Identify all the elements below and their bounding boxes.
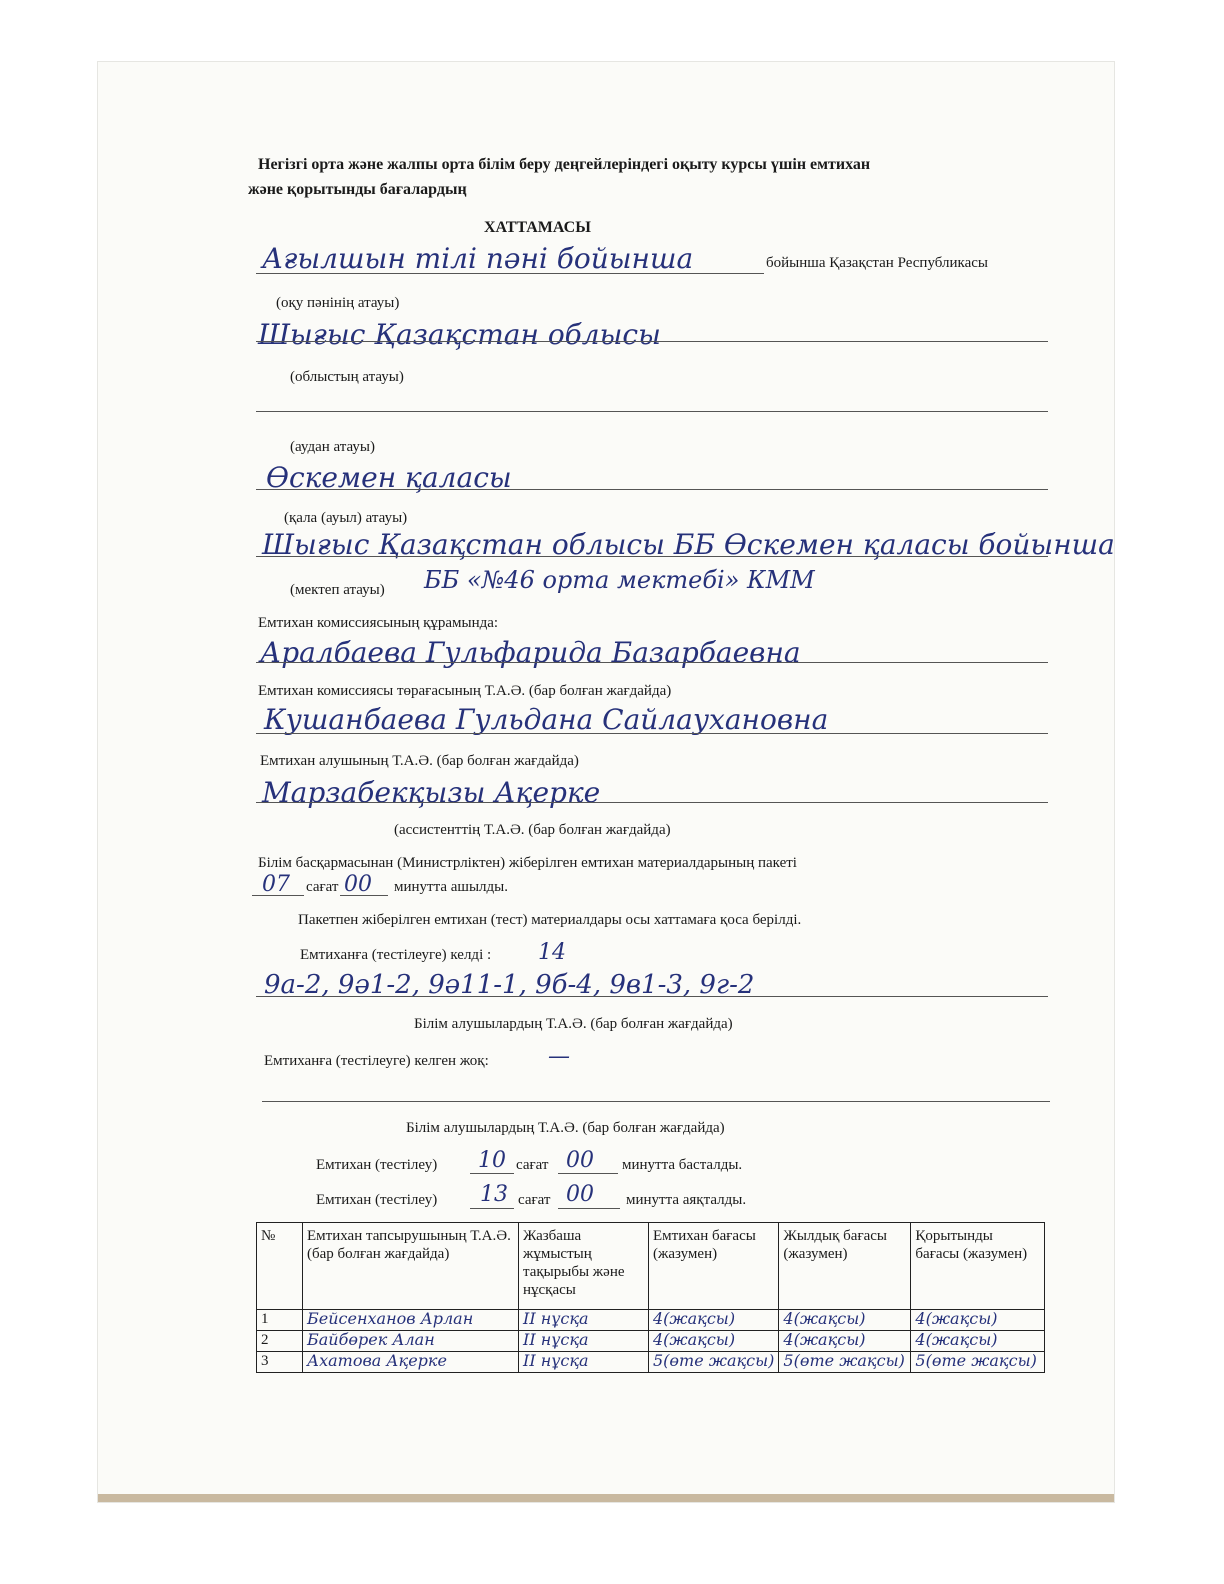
- examiner-line: [256, 802, 1048, 803]
- arrived-caption: Білім алушылардың Т.А.Ә. (бар болған жағдайда): [414, 1016, 733, 1032]
- student-name: Байбөрек Алан: [303, 1331, 519, 1352]
- district-line: [256, 411, 1048, 412]
- start-hours-line: [470, 1173, 514, 1174]
- student-name: Ахатова Ақерке: [303, 1352, 519, 1373]
- row-number: 1: [257, 1310, 303, 1331]
- annual-grade: 4(жақсы): [779, 1310, 911, 1331]
- examiner-value: Марзабекқызы Ақерке: [262, 776, 601, 809]
- start-minutes-line: [558, 1173, 618, 1174]
- exam-grade: 5(өте жақсы): [649, 1352, 779, 1373]
- end-minutes-label: минутта аяқталды.: [626, 1192, 747, 1208]
- region-line: [256, 341, 1048, 342]
- table-row: [257, 1310, 1045, 1331]
- col-header-number: №: [257, 1223, 303, 1310]
- end-hours-line: [470, 1208, 514, 1209]
- grades-table: [256, 1222, 1045, 1373]
- work-variant: II нұсқа: [519, 1310, 649, 1331]
- exam-grade: 4(жақсы): [649, 1331, 779, 1352]
- chair-value: Кушанбаева Гульдана Сайлаухановна: [264, 703, 829, 736]
- col-header-final-grade: Қорытынды бағасы (жазумен): [911, 1223, 1045, 1310]
- annual-grade: 5(өте жақсы): [779, 1352, 911, 1373]
- final-grade: 4(жақсы): [911, 1310, 1045, 1331]
- student-name: Бейсенханов Арлан: [303, 1310, 519, 1331]
- subject-caption: (оқу пәнінің атауы): [276, 295, 400, 311]
- package-hours-label: сағат: [306, 879, 339, 895]
- chair-label: Емтихан комиссиясы төрағасының Т.А.Ә. (бар болған жағдайда): [258, 683, 672, 699]
- commission-label: Емтихан комиссиясының құрамында:: [258, 615, 499, 631]
- table-header-row: [257, 1223, 1045, 1310]
- end-minutes-line: [558, 1208, 620, 1209]
- table-row: [257, 1331, 1045, 1352]
- arrived-line: [256, 996, 1048, 997]
- commission-member: Аралбаева Гульфарида Базарбаевна: [260, 636, 801, 669]
- header-line-2: және қорытынды бағалардың: [248, 181, 467, 198]
- package-minutes-line: [340, 895, 388, 896]
- end-minutes: 00: [566, 1182, 594, 1207]
- header-line-1: Негізгі орта және жалпы орта білім беру деңгейлеріндегі оқыту курсы үшін емтихан: [258, 156, 871, 173]
- final-grade: 4(жақсы): [911, 1331, 1045, 1352]
- package-hours-line: [252, 895, 304, 896]
- school-line: [256, 556, 1048, 557]
- district-caption: (аудан атауы): [290, 439, 375, 455]
- start-minutes: 00: [566, 1148, 594, 1173]
- assistant-caption: (ассистенттің Т.А.Ә. (бар болған жағдайда): [394, 822, 671, 838]
- school-value-line-2: ББ «№46 орта мектебі» КММ: [424, 566, 815, 594]
- package-minutes-label: минутта ашылды.: [394, 879, 508, 895]
- examiner-label: Емтихан алушының Т.А.Ә. (бар болған жағдайда): [260, 753, 579, 769]
- region-value: Шығыс Қазақстан облысы: [258, 318, 661, 351]
- region-caption: (облыстың атауы): [290, 369, 404, 385]
- school-caption: (мектеп атауы): [290, 582, 385, 598]
- exam-grade: 4(жақсы): [649, 1310, 779, 1331]
- city-line: [256, 489, 1048, 490]
- end-label: Емтихан (тестілеу): [316, 1192, 438, 1208]
- attached-materials-text: Пакетпен жіберілген емтихан (тест) материалдары осы хаттамаға қоса берілді.: [298, 912, 802, 928]
- arrived-label: Емтиханға (тестілеуге) келді :: [300, 947, 492, 963]
- end-hours: 13: [480, 1182, 508, 1207]
- row-number: 2: [257, 1331, 303, 1352]
- commission-line: [256, 662, 1048, 663]
- col-header-annual-grade: Жылдық бағасы (жазумен): [779, 1223, 911, 1310]
- package-minutes: 00: [344, 872, 372, 897]
- absent-line: [262, 1101, 1050, 1102]
- start-hours: 10: [478, 1148, 506, 1173]
- absent-label: Емтиханға (тестілеуге) келген жоқ:: [264, 1053, 489, 1069]
- final-grade: 5(өте жақсы): [911, 1352, 1045, 1373]
- start-minutes-label: минутта басталды.: [622, 1157, 743, 1173]
- annual-grade: 4(жақсы): [779, 1331, 911, 1352]
- col-header-variant: Жазбаша жұмыстың тақырыбы және нұсқасы: [519, 1223, 649, 1310]
- package-hours: 07: [262, 872, 290, 897]
- absent-caption: Білім алушылардың Т.А.Ә. (бар болған жағдайда): [406, 1120, 725, 1136]
- col-header-name: Емтихан тапсырушының Т.А.Ә. (бар болған жағдайда): [303, 1223, 519, 1310]
- work-variant: II нұсқа: [519, 1331, 649, 1352]
- package-line-1: Білім басқармасынан (Министрліктен) жіберілген емтихан материалдарының пакеті: [258, 855, 797, 871]
- subject-suffix: бойынша Қазақстан Республикасы: [766, 255, 988, 271]
- table-row: [257, 1352, 1045, 1373]
- school-value-line-1: Шығыс Қазақстан облысы ББ Өскемен қаласы бойынша: [262, 528, 1115, 561]
- absent-value: —: [548, 1044, 570, 1069]
- start-hours-label: сағат: [516, 1157, 549, 1173]
- row-number: 3: [257, 1352, 303, 1373]
- city-value: Өскемен қаласы: [266, 461, 512, 494]
- col-header-exam-grade: Емтихан бағасы (жазумен): [649, 1223, 779, 1310]
- subject-value: Ағылшын тілі пәні бойынша: [262, 242, 694, 275]
- city-caption: (қала (ауыл) атауы): [284, 510, 408, 526]
- arrived-groups: 9a-2, 9ә1-2, 9ә11-1, 9б-4, 9в1-3, 9г-2: [264, 970, 755, 1000]
- document-title: ХАТТАМАСЫ: [484, 219, 591, 236]
- end-hours-label: сағат: [518, 1192, 551, 1208]
- chair-line: [256, 733, 1048, 734]
- subject-line: [256, 273, 764, 274]
- arrived-count: 14: [538, 940, 566, 965]
- start-label: Емтихан (тестілеу): [316, 1157, 438, 1173]
- work-variant: II нұсқа: [519, 1352, 649, 1373]
